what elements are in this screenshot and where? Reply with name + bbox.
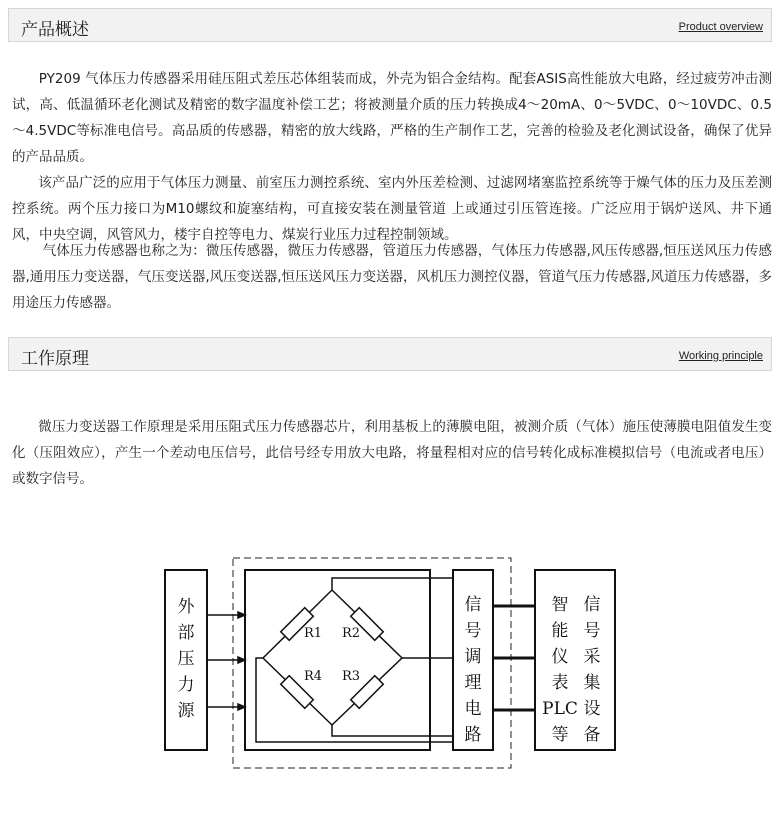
overview-paragraph-1: PY209 气体压力传感器采用硅压阻式差压芯体组装而成，外壳为铝合金结构。配套ASIS高性能放大电路，经过疲劳冲击测试，高、低温循环老化测试及精密的数字温度补偿工艺；将被测量介质的压力转换成4～20mA、0～5VDC、0～10VDC、0.5～4.5VDC等标准电信号。高品质的传感器，精密的放大线路，严格的生产制作工艺，完善的检验及老化测试设备，确保了优异的产品品质。 (12, 71, 772, 165)
instrument-col2-char: 采 (583, 647, 601, 667)
overview-title: 产品概述 (21, 20, 89, 40)
instrument-col2-char: 号 (583, 621, 601, 641)
working-principle-link[interactable]: Working principle (678, 350, 763, 362)
principle-paragraph: 微压力变送器工作原理是采用压阻式压力传感器芯片，利用基板上的薄膜电阻，被测介质（气体）施压使薄膜电阻值发生变化（压阻效应），产生一个差动电压信号，此信号经专用放大电路，将量程相对应的信号转化成标准模拟信号（电流或者电压）或数字信号。 (12, 419, 772, 487)
conditioning-label-char: 理 (464, 673, 482, 693)
instrument-col1-char: PLC (542, 699, 578, 719)
external-pressure-source-label (178, 597, 196, 721)
resistor-r2-label: R2 (342, 626, 361, 641)
overview-paragraph-3: 气体压力传感器也称之为：微压传感器，微压力传感器，管道压力传感器，气体压力传感器,风压传感器,恒压送风压力传感器,通用压力变送器，气压变送器,风压变送器,恒压送风压力变送器，风机压力测控仪器，管道气压力传感器,风道压力传感器，多用途压力传感器。 (12, 243, 772, 311)
source-label-char: 外 (177, 597, 195, 617)
product-overview-link[interactable]: Product overview (678, 21, 763, 33)
wheatstone-bridge (256, 578, 453, 742)
conditioning-label-char: 号 (464, 621, 482, 641)
conditioning-label-char: 路 (464, 725, 482, 745)
working-principle-diagram (0, 540, 780, 780)
source-label-char: 部 (177, 623, 195, 643)
pressure-arrows (207, 612, 245, 710)
instrument-col2-char: 备 (583, 725, 601, 745)
overview-header (8, 8, 772, 42)
instrument-col2-char: 集 (583, 673, 601, 693)
resistor-r4-label: R4 (304, 669, 323, 684)
output-signal-lines (493, 606, 535, 710)
principle-header (8, 337, 772, 371)
instrument-col1-char: 表 (551, 673, 569, 693)
instrument-col1-char: 仪 (551, 647, 569, 667)
instrument-col2-char: 信 (583, 595, 601, 615)
instrument-col1-char: 智 (551, 595, 569, 615)
source-label-char: 压 (177, 649, 195, 669)
instrument-col1-char: 等 (551, 725, 569, 745)
sensor-chip-box (245, 570, 430, 750)
resistor-r3-label: R3 (342, 669, 361, 684)
instrument-col1-char: 能 (551, 621, 569, 641)
bridge-resistors (281, 608, 384, 709)
overview-paragraph-2: 该产品广泛的应用于气体压力测量、前室压力测控系统、室内外压差检测、过滤网堵塞监控系统等于燥气体的压力及压差测控系统。两个压力接口为M10螺纹和旋塞结构，可直接安装在测量管道 上或通过引压管连接。广泛应用于锅炉送风、井下通风，中央空调，风管风力，楼宇自控等电力、煤炭行业压力过程控制领域。 (12, 175, 772, 243)
principle-title: 工作原理 (21, 349, 89, 369)
source-label-char: 源 (177, 701, 195, 721)
instrument-col2-char: 设 (583, 699, 601, 719)
conditioning-label-char: 调 (464, 647, 482, 667)
conditioning-label-char: 信 (464, 595, 482, 615)
conditioning-label-char: 电 (464, 699, 482, 719)
source-label-char: 力 (177, 675, 195, 695)
instrument-box (535, 570, 615, 750)
resistor-r1-label: R1 (304, 626, 323, 641)
